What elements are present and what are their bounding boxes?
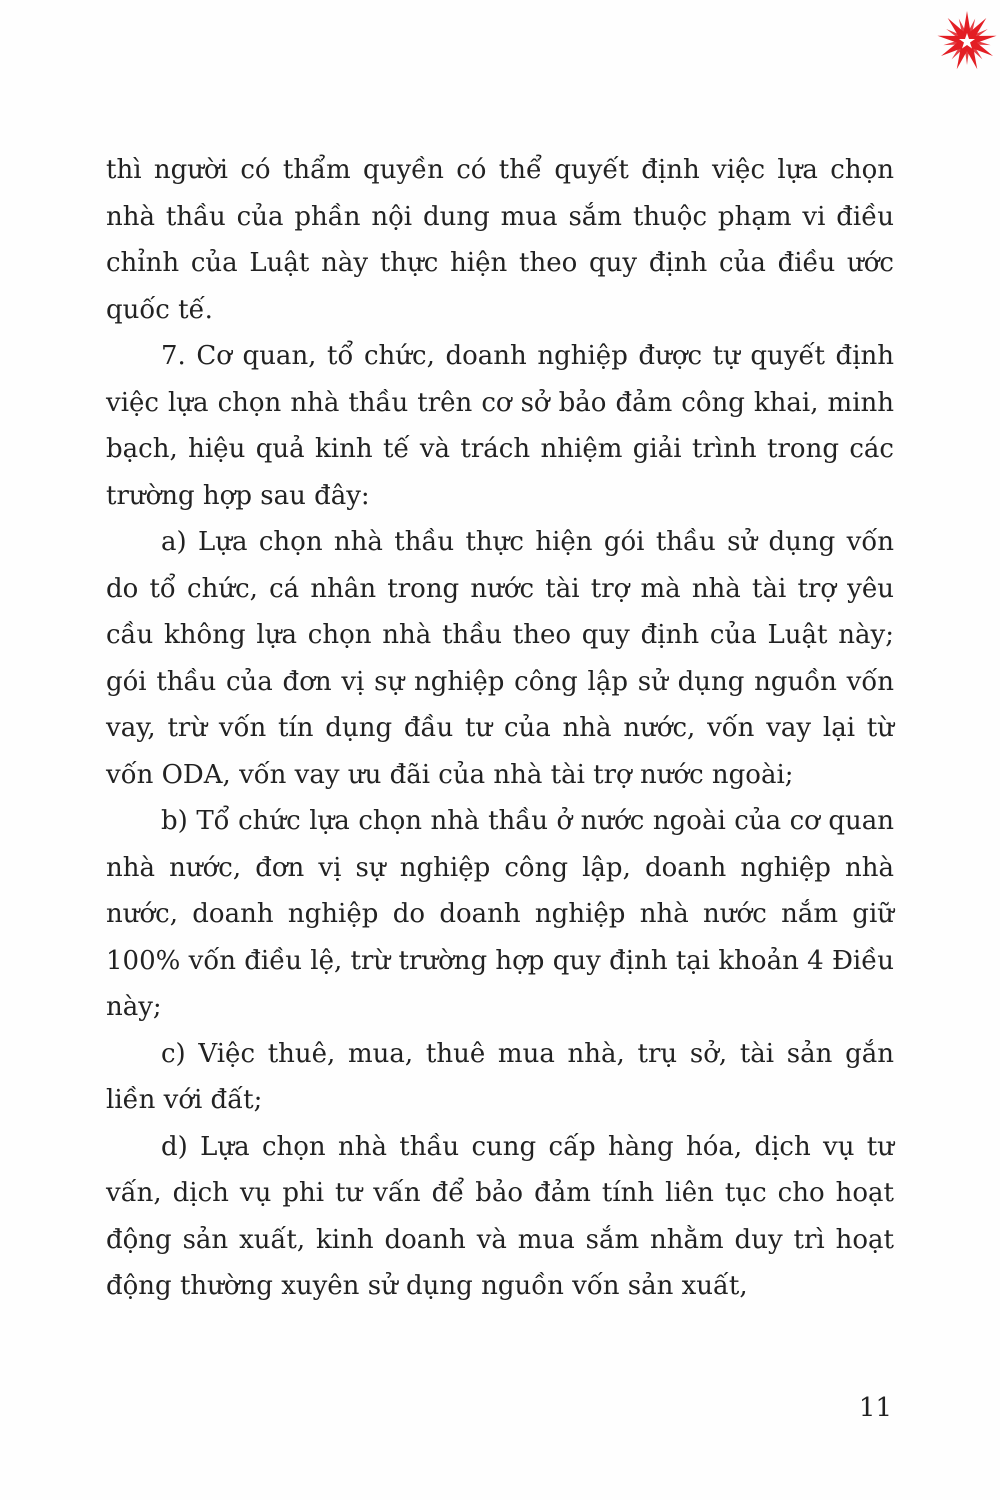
paragraph-point-c: c) Việc thuê, mua, thuê mua nhà, trụ sở, tài sản gắn liền với đất; xyxy=(106,1038,894,1115)
publisher-logo xyxy=(934,8,1000,74)
body-text xyxy=(106,147,894,1310)
paragraph-clause-7: 7. Cơ quan, tổ chức, doanh nghiệp được tự quyết định việc lựa chọn nhà thầu trên cơ sở bảo đảm công khai, minh bạch, hiệu quả kinh tế và trách nhiệm giải trình trong các trường hợp sau đây: xyxy=(106,341,894,511)
paragraph-continuation: thì người có thẩm quyền có thể quyết định việc lựa chọn nhà thầu của phần nội dung mua sắm thuộc phạm vi điều chỉnh của Luật này thực hiện theo quy định của điều ước quốc tế. xyxy=(106,155,894,325)
paragraph-point-a: a) Lựa chọn nhà thầu thực hiện gói thầu sử dụng vốn do tổ chức, cá nhân trong nước tài trợ mà nhà tài trợ yêu cầu không lựa chọn nhà thầu theo quy định của Luật này; gói thầu của đơn vị sự nghiệp công lập sử dụng nguồn vốn vay, trừ vốn tín dụng đầu tư của nhà nước, vốn vay lại từ vốn ODA, vốn vay ưu đãi của nhà tài trợ nước ngoài; xyxy=(106,527,894,790)
page-number: 11 xyxy=(858,1393,892,1423)
red-star-burst-icon xyxy=(934,8,1000,74)
paragraph-point-b: b) Tổ chức lựa chọn nhà thầu ở nước ngoài của cơ quan nhà nước, đơn vị sự nghiệp công lập, doanh nghiệp nhà nước, doanh nghiệp do doanh nghiệp nhà nước nắm giữ 100% vốn điều lệ, trừ trường hợp quy định tại khoản 4 Điều này; xyxy=(106,806,894,1022)
paragraph-point-d: d) Lựa chọn nhà thầu cung cấp hàng hóa, dịch vụ tư vấn, dịch vụ phi tư vấn để bảo đảm tính liên tục cho hoạt động sản xuất, kinh doanh và mua sắm nhằm duy trì hoạt động thường xuyên sử dụng nguồn vốn sản xuất, xyxy=(106,1131,894,1301)
